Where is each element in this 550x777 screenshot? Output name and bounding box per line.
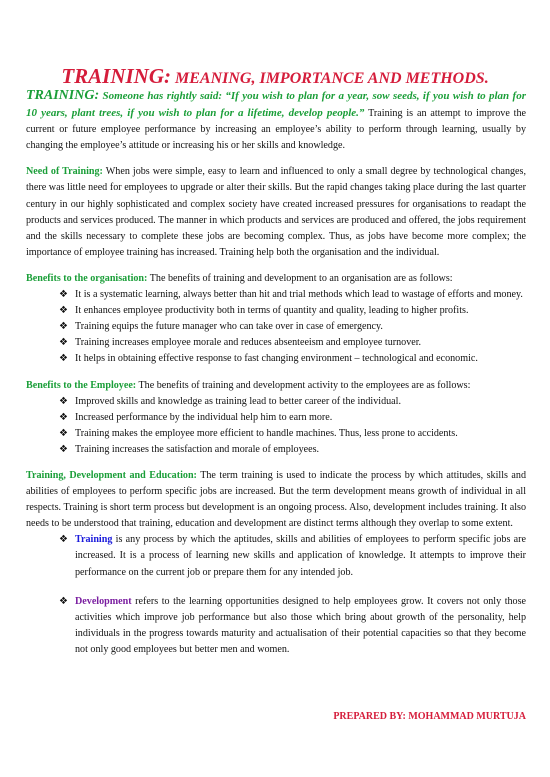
intro-lead: TRAINING: xyxy=(26,88,100,103)
list-item: ❖ It is a systematic learning, always better than hit and trial methods which lead to wastage of efforts and money. xyxy=(59,287,526,303)
tde-list xyxy=(26,532,526,658)
tde-paragraph xyxy=(26,468,526,532)
list-item: ❖ Improved skills and knowledge as training lead to better career of the individual. xyxy=(59,394,526,410)
diamond-bullet-icon: ❖ xyxy=(59,289,68,301)
intro-quote: Someone has rightly said: “If you wish to plan for a year, sow seeds, if you wish to plan for 10 years, plant trees, if you wish to plan for a lifetime, develop people.” xyxy=(26,90,526,120)
list-item-development xyxy=(59,594,526,658)
benefits-org-list xyxy=(26,287,526,367)
tde-text: The term training is used to indicate the process by which attitudes, skills and abilities of employees to perform specific jobs are increased. But the term development means growth of individual in all respects. Training is short term process but development is an ongoing process. Also, development includes training. It also needs to be understood that training, education and development are distinct terms although they overlap to some extent. xyxy=(26,469,526,530)
list-item: ❖ It enhances employee productivity both in terms of quantity and quality, leading to higher profits. xyxy=(59,303,526,319)
diamond-bullet-icon: ❖ xyxy=(59,411,68,423)
diamond-bullet-icon: ❖ xyxy=(59,534,68,546)
list-item: ❖ Training increases employee morale and reduces absenteeism and employee turnover. xyxy=(59,335,526,351)
diamond-bullet-icon: ❖ xyxy=(59,427,68,439)
need-text: When jobs were simple, easy to learn and influenced to only a small degree by technological changes, there was little need for employees to upgrade or alter their skills. But the rapid changes taking place during the last quarter century in our highly sophisticated and complex society have created increased pressures for organisations to readapt the products and services produced. The manner in which products and services are produced and offered, the jobs requirement and the skills necessary to complete these jobs are becoming complex. Thus, as jobs have become more complex; the importance of employee training has increased. Training help both the organisation and the individual. xyxy=(26,166,526,258)
training-definition: is any process by which the aptitudes, skills and abilities of employees to perform specific jobs are increased. It is a process of learning new skills and application of knowledge. It attempts to improve their performance on the current job or prepare them for any intended job. xyxy=(75,534,526,578)
benefits-org-heading: Benefits to the organisation: xyxy=(26,272,148,284)
training-term: Training xyxy=(75,534,113,546)
list-item-training xyxy=(59,532,526,580)
list-item: ❖ Training makes the employee more efficient to handle machines. Thus, less prone to accidents. xyxy=(59,426,526,442)
diamond-bullet-icon: ❖ xyxy=(59,321,68,333)
benefits-emp-paragraph xyxy=(26,378,526,394)
tde-heading: Training, Development and Education: xyxy=(26,469,197,481)
diamond-bullet-icon: ❖ xyxy=(59,395,68,407)
diamond-bullet-icon: ❖ xyxy=(59,305,68,317)
intro-paragraph xyxy=(26,88,526,154)
development-term: Development xyxy=(75,595,132,607)
benefits-org-text: The benefits of training and development to an organisation are as follows: xyxy=(147,272,453,284)
diamond-bullet-icon: ❖ xyxy=(59,595,68,607)
document-body xyxy=(26,88,526,658)
title-rest: MEANING, IMPORTANCE AND METHODS. xyxy=(171,70,489,87)
benefits-org-paragraph xyxy=(26,271,526,287)
development-definition: refers to the learning opportunities designed to help employees grow. It covers not only those activities which improve job performance but also those which bring about growth of the personality, help individuals in the progress towards maturity and actualisation of their potential capacities so that they become not only good employees but better men and women. xyxy=(75,595,526,655)
benefits-emp-text: The benefits of training and development activity to the employees are as follows: xyxy=(136,379,471,391)
need-paragraph xyxy=(26,164,526,261)
diamond-bullet-icon: ❖ xyxy=(59,337,68,349)
title-prefix: TRAINING: xyxy=(61,64,171,88)
list-item: ❖ It helps in obtaining effective response to fast changing environment – technological and economic. xyxy=(59,351,526,367)
list-item: ❖ Training increases the satisfaction and morale of employees. xyxy=(59,442,526,458)
author-footer: PREPARED BY: MOHAMMAD MURTUJA xyxy=(333,711,526,722)
benefits-emp-heading: Benefits to the Employee: xyxy=(26,379,137,391)
need-heading: Need of Training: xyxy=(26,166,103,178)
list-item: ❖ Increased performance by the individual help him to earn more. xyxy=(59,410,526,426)
list-item: ❖ Training equips the future manager who can take over in case of emergency. xyxy=(59,319,526,335)
intro-text: Training is an attempt to improve the current or future employee performance by increasing an employee’s ability to perform through learning, usually by changing the employee’s attitude or increasing his or her skills and knowledge. xyxy=(26,108,527,152)
page-title xyxy=(0,64,550,89)
diamond-bullet-icon: ❖ xyxy=(59,353,68,365)
benefits-emp-list xyxy=(26,394,526,458)
diamond-bullet-icon: ❖ xyxy=(59,443,68,455)
